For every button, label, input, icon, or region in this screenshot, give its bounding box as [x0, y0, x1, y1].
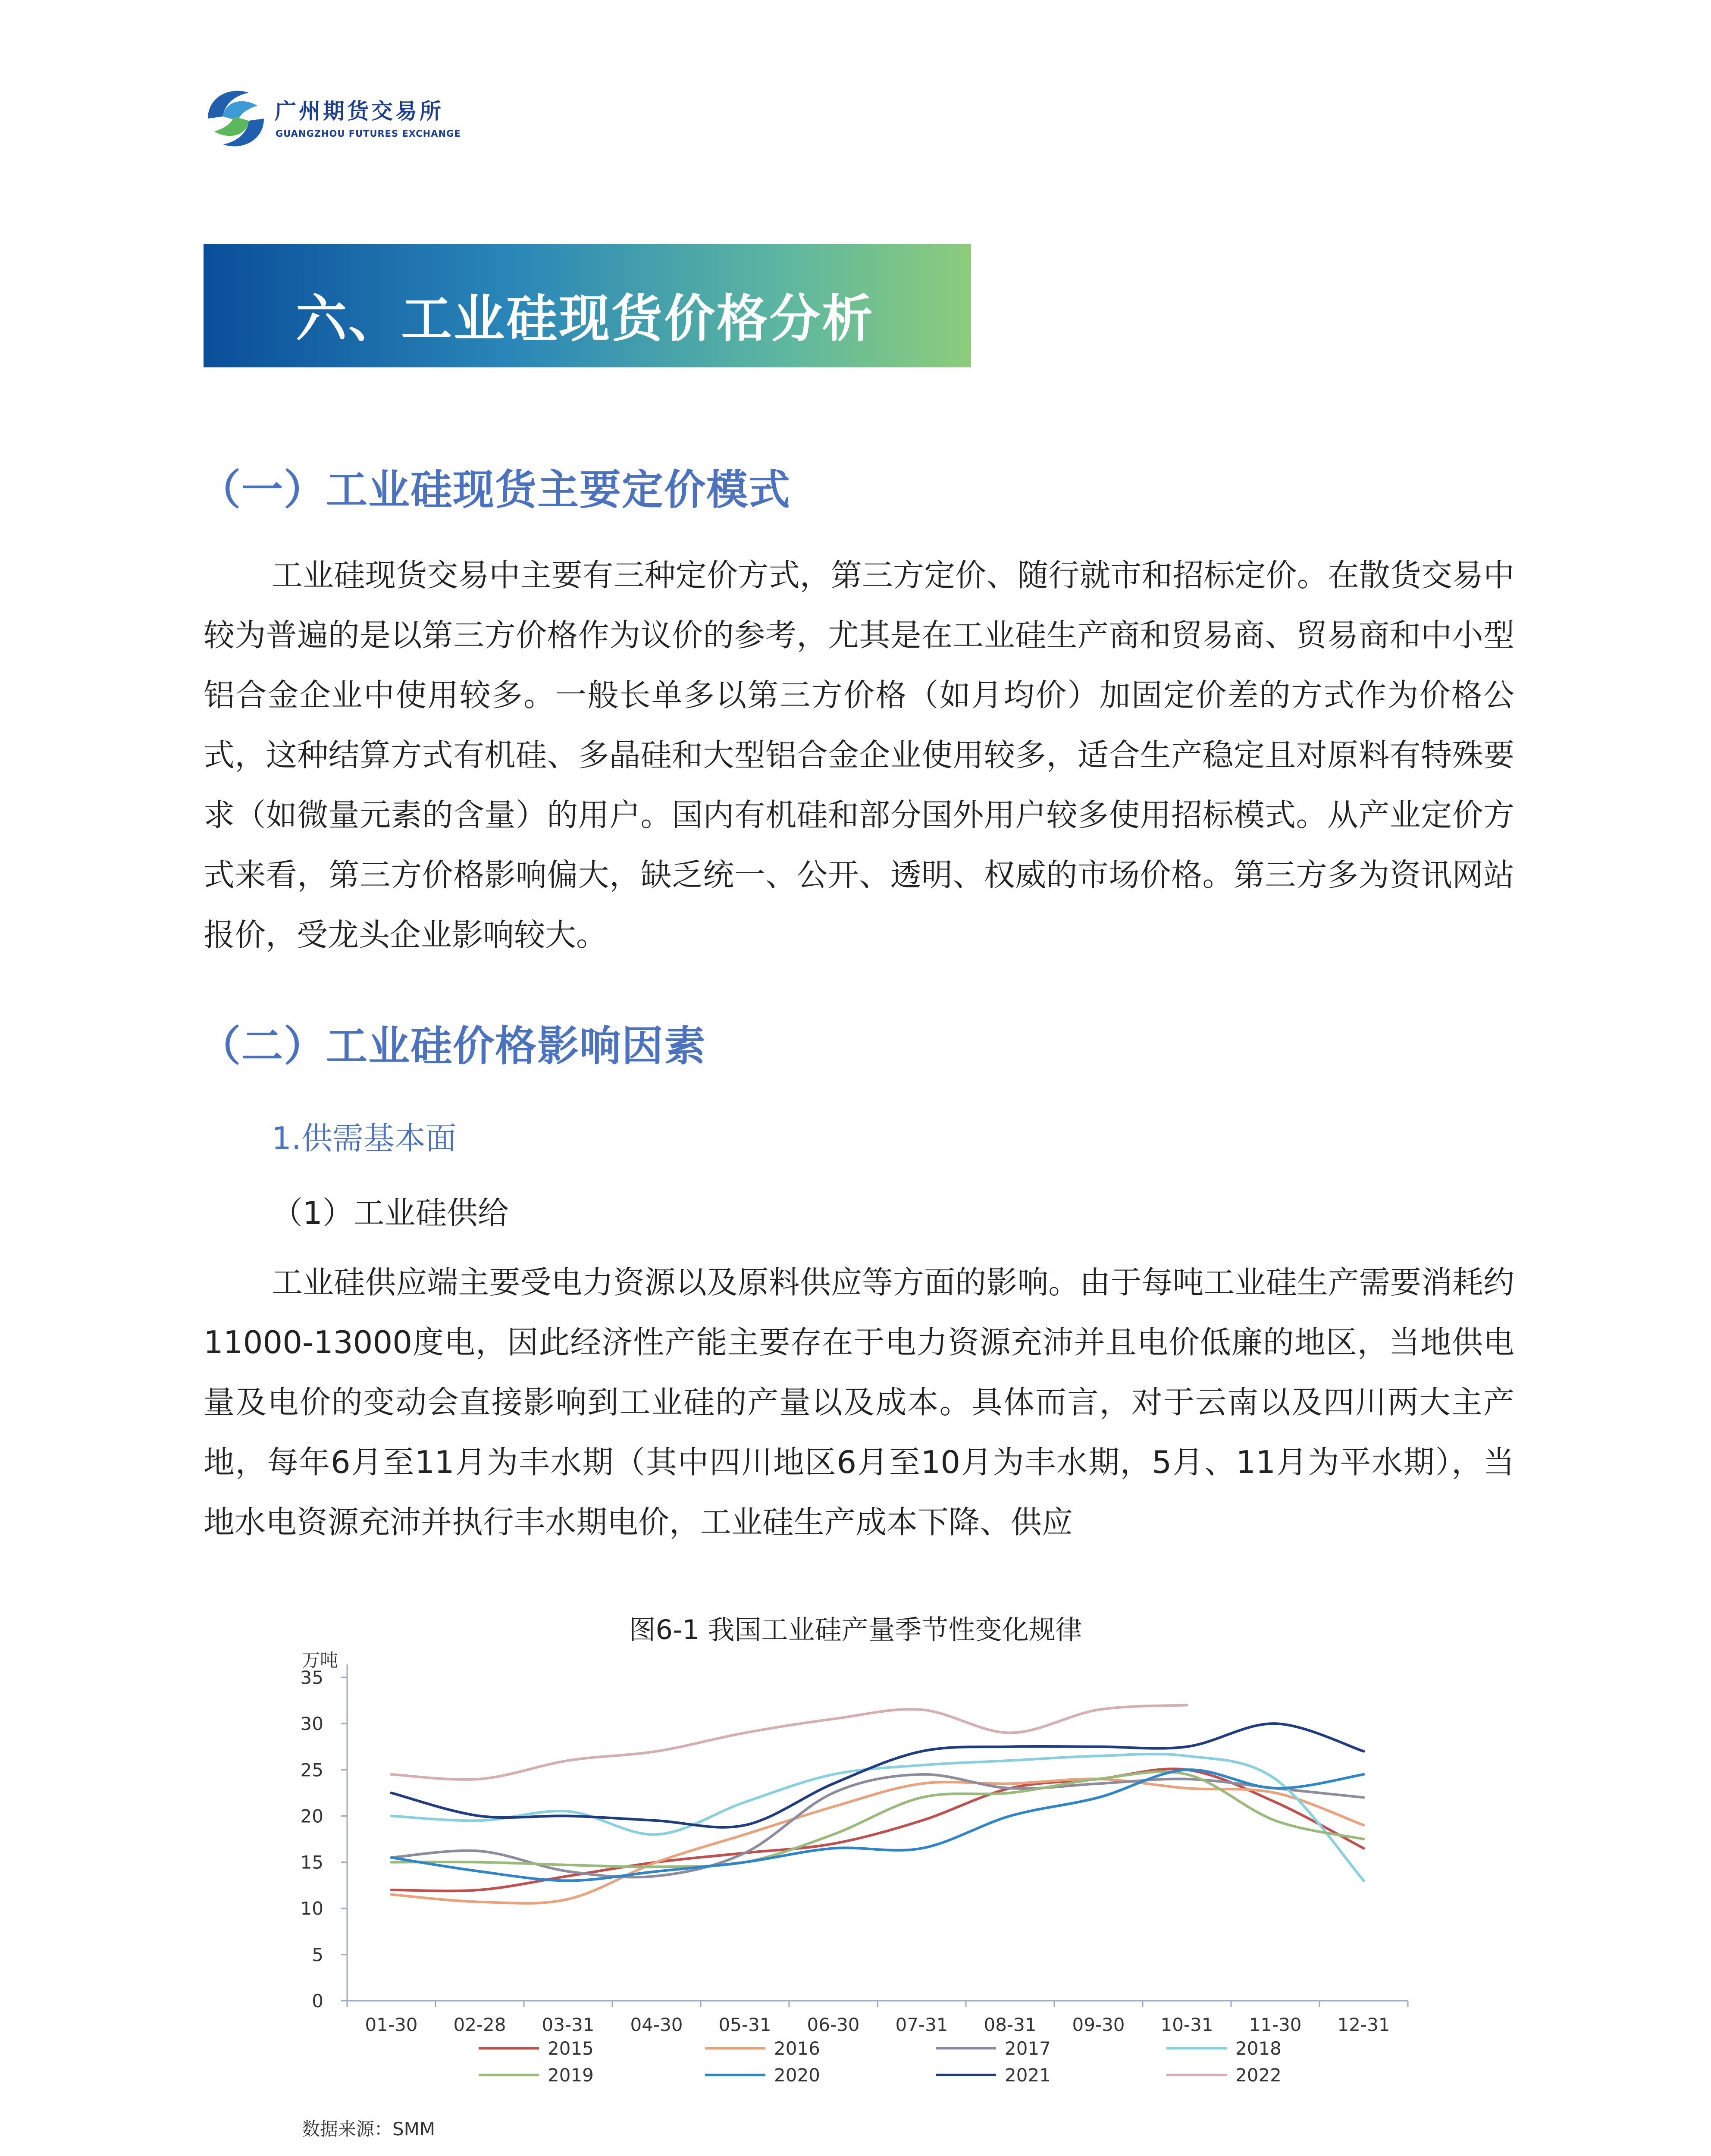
x-tick-label: 04-30	[630, 2014, 683, 2035]
x-tick-label: 06-30	[807, 2014, 860, 2035]
y-tick-label: 5	[312, 1944, 323, 1965]
heading-supply: （1）工业硅供给	[272, 1195, 509, 1231]
legend-label-2020: 2020	[774, 2065, 820, 2086]
x-tick-label: 05-31	[718, 2014, 771, 2035]
logo-chinese-name: 广州期货交易所	[275, 99, 444, 124]
legend-label-2015: 2015	[548, 2038, 594, 2059]
series-line-2019	[392, 1772, 1364, 1867]
x-tick-label: 12-31	[1337, 2014, 1390, 2035]
x-tick-label: 08-31	[984, 2014, 1037, 2035]
y-tick-label: 25	[300, 1759, 323, 1781]
paragraph-supply	[204, 1253, 1514, 1552]
legend-label-2022: 2022	[1235, 2065, 1282, 2086]
production-seasonality-chart	[276, 1634, 1440, 2113]
y-tick-label: 30	[300, 1713, 323, 1735]
y-axis-unit-label: 万吨	[302, 1650, 338, 1671]
subsection-title-1: （一）工业硅现货主要定价模式	[199, 466, 791, 514]
paragraph-pricing-modes-text: 工业硅现货交易中主要有三种定价方式，第三方定价、随行就市和招标定价。在散货交易中较为普遍的是以第三方价格作为议价的参考，尤其是在工业硅生产商和贸易商、贸易商和中小型铝合金企业中使用较多。一般长单多以第三方价格（如月均价）加固定价差的方式作为价格公式，这种结算方式有机硅、多晶硅和大型铝合金企业使用较多，适合生产稳定且对原料有特殊要求（如微量元素的含量）的用户。国内有机硅和部分国外用户较多使用招标模式。从产业定价方式来看，第三方价格影响偏大，缺乏统一、公开、透明、权威的市场价格。第三方多为资讯网站报价，受龙头企业影响较大。	[204, 557, 1514, 953]
x-tick-label: 11-30	[1249, 2014, 1302, 2035]
chart-title: 图6-1 我国工业硅产量季节性变化规律	[629, 1614, 1082, 1645]
legend-label-2019: 2019	[548, 2065, 594, 2086]
paragraph-supply-text: 工业硅供应端主要受电力资源以及原料供应等方面的影响。由于每吨工业硅生产需要消耗约11000-13000度电，因此经济性产能主要存在于电力资源充沛并且电价低廉的地区，当地供电量及电价的变动会直接影响到工业硅的产量以及成本。具体而言，对于云南以及四川两大主产地，每年6月至11月为丰水期（其中四川地区6月至10月为丰水期，5月、11月为平水期），当地水电资源充沛并执行丰水期电价，工业硅生产成本下降、供应	[204, 1264, 1514, 1540]
x-tick-label: 02-28	[453, 2014, 506, 2035]
data-source: 数据来源：SMM	[302, 2118, 436, 2140]
heading-supply-demand: 1.供需基本面	[272, 1120, 457, 1156]
paragraph-pricing-modes	[204, 545, 1514, 965]
x-tick-label: 03-31	[542, 2014, 595, 2035]
y-tick-label: 0	[312, 1990, 323, 2012]
y-tick-label: 15	[300, 1852, 323, 1873]
section-title: 六、工业硅现货价格分析	[296, 289, 875, 348]
legend-label-2021: 2021	[1005, 2065, 1051, 2086]
x-tick-label: 07-31	[895, 2014, 948, 2035]
x-tick-label: 09-30	[1072, 2014, 1125, 2035]
legend-label-2017: 2017	[1005, 2038, 1051, 2059]
x-tick-label: 10-31	[1160, 2014, 1213, 2035]
legend-label-2018: 2018	[1235, 2038, 1282, 2059]
series-line-2016	[392, 1779, 1364, 1903]
legend-label-2016: 2016	[774, 2038, 820, 2059]
section-banner	[204, 244, 971, 367]
y-tick-label: 10	[300, 1898, 323, 1919]
x-tick-label: 01-30	[365, 2014, 418, 2035]
exchange-logo-icon	[199, 82, 273, 155]
y-tick-label: 20	[300, 1805, 323, 1827]
y-tick-label: 35	[300, 1667, 323, 1688]
subsection-title-2: （二）工业硅价格影响因素	[199, 1022, 706, 1070]
logo-english-name: GUANGZHOU FUTURES EXCHANGE	[276, 128, 461, 139]
exchange-logo	[199, 82, 461, 164]
series-line-2022	[392, 1705, 1187, 1780]
